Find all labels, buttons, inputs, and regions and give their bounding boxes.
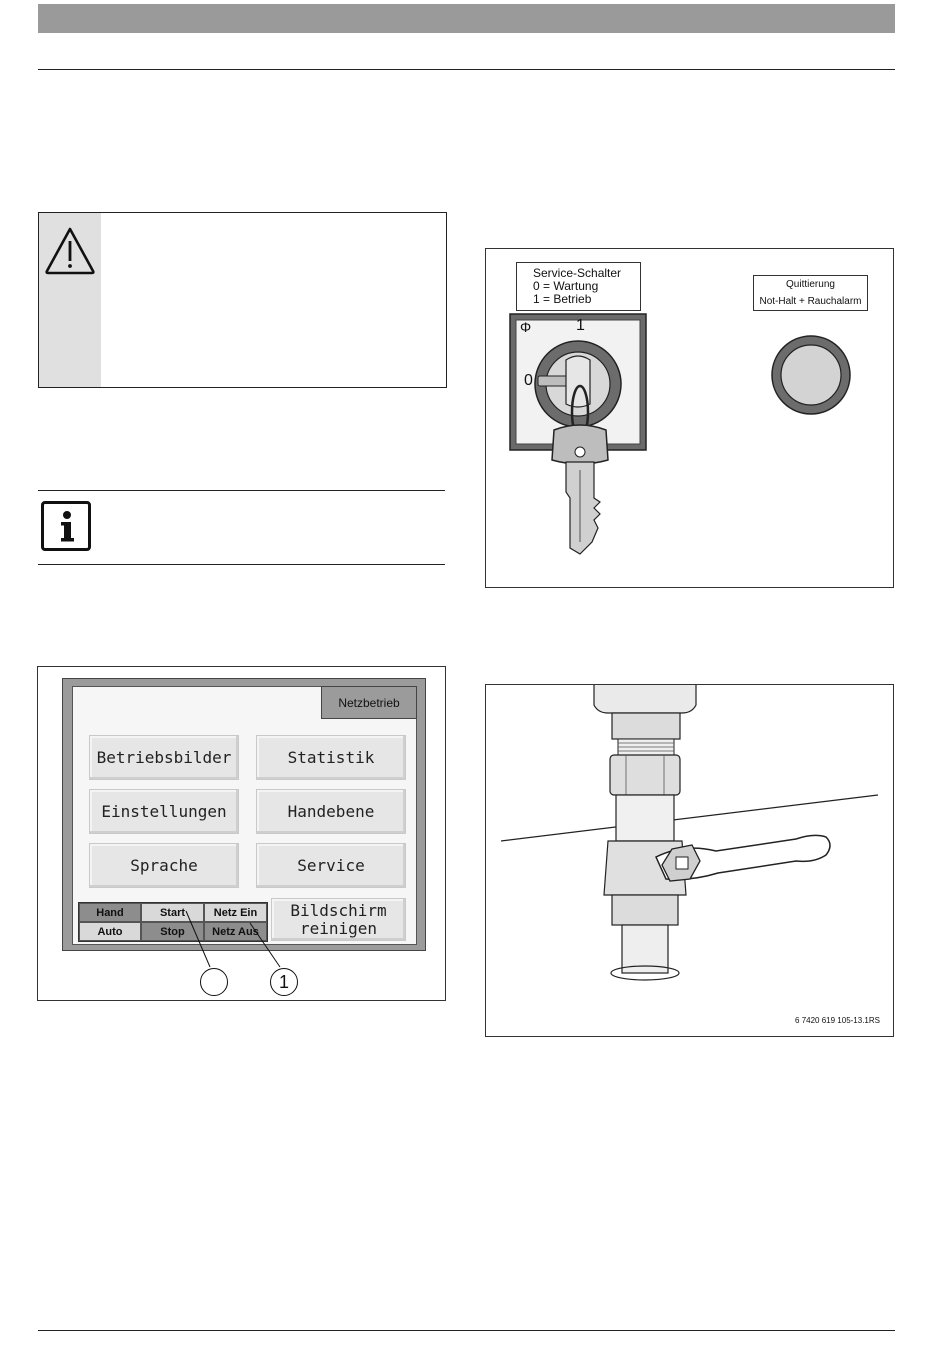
info-rule-bottom (38, 564, 445, 565)
manual-level-button[interactable]: Handebene (256, 789, 406, 834)
service-switch-label (516, 262, 641, 311)
status-stop[interactable]: Stop (141, 922, 204, 941)
service-switch-title: Service-Schalter (533, 266, 622, 280)
service-switch-line2: 1 = Betrieb (533, 292, 592, 306)
switch-position-1: 1 (576, 317, 585, 334)
callout-leader-lines (180, 905, 290, 975)
switch-phi-symbol: Φ (520, 319, 532, 335)
status-netz-ein[interactable]: Netz Ein (204, 903, 267, 922)
acknowledge-label (753, 275, 868, 311)
warning-triangle-icon (43, 225, 97, 277)
settings-button[interactable]: Einstellungen (89, 789, 239, 834)
status-netz-aus[interactable]: Netz Aus (204, 922, 267, 941)
acknowledge-line1: Quittierung (786, 279, 835, 290)
header-bar (38, 4, 895, 33)
status-auto[interactable]: Auto (79, 922, 141, 941)
hmi-mode-tab[interactable]: Netzbetrieb (321, 686, 417, 719)
operating-screens-button[interactable]: Betriebsbilder (89, 735, 239, 780)
acknowledge-line2: Not-Halt + Rauchalarm (759, 296, 862, 307)
info-icon (41, 501, 91, 551)
callout-blank (200, 968, 228, 996)
ball-valve-illustration (486, 685, 893, 985)
info-rule-top (38, 490, 445, 491)
clean-screen-button[interactable] (271, 898, 406, 941)
switch-position-0: 0 (524, 372, 533, 389)
service-switch-line1: 0 = Wartung (533, 279, 599, 293)
clean-screen-line2: reinigen (299, 918, 378, 938)
status-hand[interactable]: Hand (79, 903, 141, 922)
warning-box (38, 212, 447, 388)
figure-document-number: 6 7420 619 105-13.1RS (795, 1016, 880, 1025)
key-switch-icon (508, 312, 650, 560)
language-button[interactable]: Sprache (89, 843, 239, 888)
footer-rule (38, 1330, 895, 1331)
status-start[interactable]: Start (141, 903, 204, 922)
acknowledge-pushbutton[interactable] (770, 334, 852, 416)
callout-1: 1 (270, 968, 298, 996)
clean-screen-line1: Bildschirm (290, 900, 387, 920)
statistics-button[interactable]: Statistik (256, 735, 406, 780)
service-button[interactable]: Service (256, 843, 406, 888)
warning-sidebar (39, 213, 101, 387)
header-rule (38, 69, 895, 70)
